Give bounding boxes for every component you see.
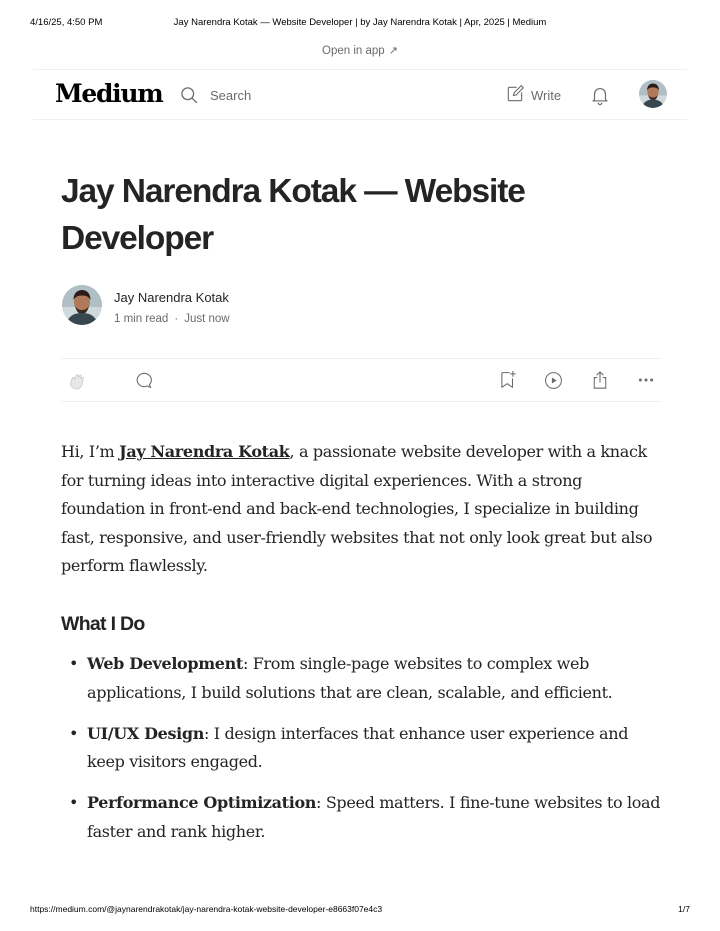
arrow-up-right-icon: ↗ xyxy=(388,45,398,57)
list-item-term: Performance Optimization xyxy=(87,793,317,812)
article-meta xyxy=(114,313,230,325)
clap-icon[interactable] xyxy=(68,371,88,391)
print-url: https://medium.com/@jaynarendrakotak/jay-narendra-kotak-website-developer-e8663f07e4c3 xyxy=(30,904,383,914)
write-button-label[interactable]: Write xyxy=(531,88,562,103)
nav-divider xyxy=(33,119,687,120)
open-in-app-link[interactable] xyxy=(0,44,720,57)
publish-time: Just now xyxy=(184,313,230,325)
bullet-icon: • xyxy=(69,654,79,673)
write-icon[interactable] xyxy=(505,84,525,104)
top-divider xyxy=(33,69,687,70)
actions-bottom-divider xyxy=(61,401,662,402)
intro-prefix: Hi, I’m xyxy=(61,442,120,461)
intro-paragraph xyxy=(61,438,669,581)
medium-logo[interactable]: Medium xyxy=(55,79,163,108)
author-avatar[interactable] xyxy=(62,285,102,325)
list-item-term: UI/UX Design xyxy=(87,723,204,743)
list-item xyxy=(61,650,669,707)
print-page-number: 1/7 xyxy=(678,904,690,914)
section-heading: What I Do xyxy=(61,613,145,635)
more-options-icon[interactable] xyxy=(637,374,655,386)
share-icon[interactable] xyxy=(591,370,609,390)
print-page-title: Jay Narendra Kotak — Website Developer | by Jay Narendra Kotak | Apr, 2025 | Medium xyxy=(173,17,547,28)
article-title: Jay Narendra Kotak — Website Developer xyxy=(61,173,525,257)
author-profile-link[interactable]: Jay Narendra Kotak xyxy=(119,442,290,461)
intro-suffix: , a passionate website developer with a knack for turning ideas into interactive digital experiences. With a strong foundation in front-end and back-end technologies, I specialize in building fast, responsive, and user-friendly websites that not only look great but also perform flawlessly. xyxy=(61,442,653,575)
list-item-term: Web Development xyxy=(87,654,243,673)
comment-icon[interactable] xyxy=(134,370,154,390)
actions-top-divider xyxy=(61,358,662,359)
services-list xyxy=(61,650,669,859)
author-name[interactable]: Jay Narendra Kotak xyxy=(114,290,229,305)
play-icon[interactable] xyxy=(544,371,563,390)
open-in-app-label: Open in app xyxy=(322,45,385,57)
bookmark-add-icon[interactable] xyxy=(499,370,517,390)
search-icon[interactable] xyxy=(179,85,199,105)
search-input[interactable]: Search xyxy=(210,88,252,103)
list-item-text: : I design interfaces that enhance user experience and keep visitors engaged. xyxy=(87,723,629,771)
list-item xyxy=(61,720,669,777)
bullet-icon: • xyxy=(69,793,79,812)
meta-separator: · xyxy=(174,313,179,325)
read-time: 1 min read xyxy=(114,313,169,325)
bell-icon[interactable] xyxy=(589,84,611,106)
bullet-icon: • xyxy=(69,723,79,743)
list-item xyxy=(61,789,669,846)
user-avatar[interactable] xyxy=(639,80,667,108)
print-date: 4/16/25, 4:50 PM xyxy=(30,17,103,28)
list-item-text: : Speed matters. I fine-tune websites to load faster and rank higher. xyxy=(87,793,661,841)
list-item-text: : From single-page websites to complex web applications, I build solutions that are clean, scalable, and efficient. xyxy=(87,654,613,702)
